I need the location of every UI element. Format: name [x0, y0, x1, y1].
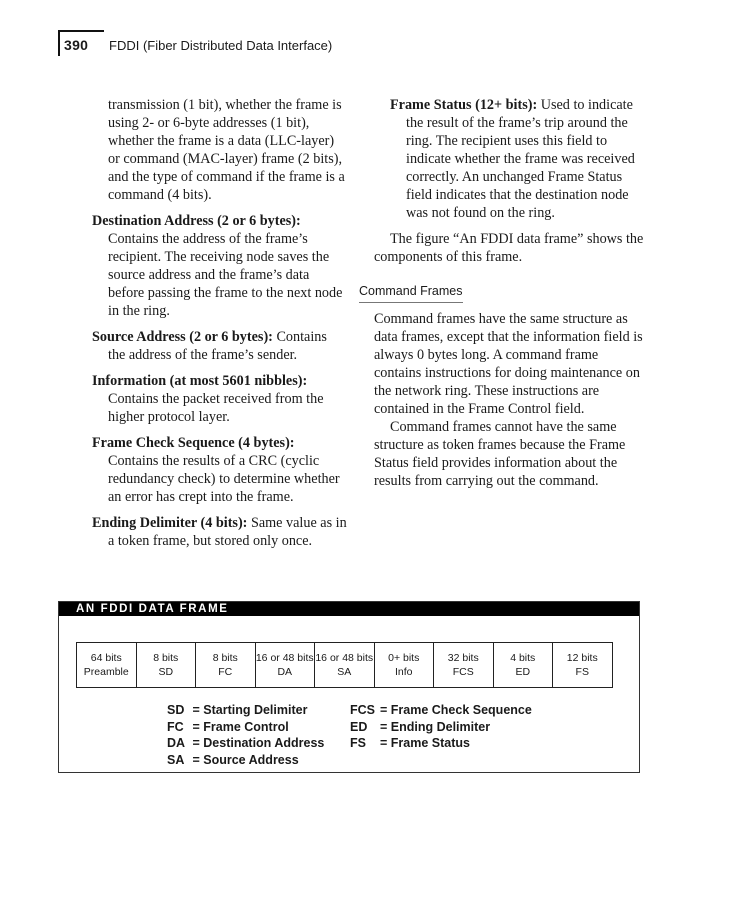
field-cell	[136, 643, 196, 688]
entry-information	[92, 372, 347, 426]
legend-abbr: SD	[167, 703, 185, 717]
field-cell	[374, 643, 434, 688]
field-cell	[315, 643, 375, 688]
legend-column-left	[167, 702, 324, 768]
entry-text: Contains the address of the frame’s recipient. The receiving node saves the source address and the frame’s data before passing the frame to the next node in the ring.	[108, 231, 343, 319]
right-column	[359, 96, 644, 490]
frame-fields-table	[76, 642, 613, 688]
section-heading: Command Frames	[359, 282, 463, 303]
legend-meaning: = Starting Delimiter	[192, 703, 308, 717]
legend-item	[350, 719, 532, 736]
entry-destination-address	[92, 212, 347, 320]
field-size: 4 bits	[510, 652, 536, 664]
legend-abbr: SA	[167, 752, 185, 767]
legend-item	[167, 702, 324, 719]
field-cell	[196, 643, 256, 688]
legend-abbr: FS	[350, 736, 366, 750]
legend-meaning: = Source Address	[192, 752, 299, 767]
entry-term: Information (at most 5601 nibbles):	[92, 373, 308, 389]
field-label: ED	[515, 666, 531, 678]
field-label: SD	[158, 666, 174, 678]
figure-reference-paragraph: The figure “An FDDI data frame” shows the components of this frame.	[374, 231, 644, 265]
field-cell	[77, 643, 137, 688]
field-label: SA	[337, 666, 352, 678]
figure-title-bar	[59, 602, 639, 616]
page-number: 390	[64, 37, 89, 53]
running-head: FDDI (Fiber Distributed Data Interface)	[109, 38, 333, 53]
entry-term: Destination Address (2 or 6 bytes):	[92, 213, 301, 229]
body-paragraph: Command frames cannot have the same structure as token frames because the Frame Status field provides information about the results from carrying out the command.	[374, 419, 626, 489]
legend-abbr: FC	[167, 719, 184, 734]
legend-abbr: ED	[350, 719, 368, 734]
figure-legend	[167, 702, 587, 772]
legend-abbr: DA	[167, 736, 186, 750]
entry-text: Used to indicate the result of the frame’s trip around the ring. The recipient uses this field to indicate whether the frame was received correctly. An unchanged Frame Status field indicates that the destination node was not found on the ring.	[406, 97, 635, 221]
legend-meaning: = Frame Control	[192, 719, 289, 734]
body-paragraph: Command frames have the same structure as data frames, except that the information field is always 0 bytes long. A command frame contains instructions for doing maintenance on the network ring. These instructions are contained in the Frame Control field.	[374, 311, 643, 417]
header-rule-vertical	[58, 30, 60, 56]
field-cell	[493, 643, 553, 688]
entry-frame-status	[390, 96, 644, 222]
figure-title: AN FDDI DATA FRAME	[76, 603, 229, 615]
legend-meaning: = Ending Delimiter	[380, 719, 491, 734]
field-size: 16 or 48 bits	[255, 652, 314, 664]
entry-term: Ending Delimiter (4 bits):	[92, 515, 248, 531]
legend-meaning: = Frame Status	[380, 736, 470, 750]
legend-item	[167, 752, 324, 769]
field-cell	[255, 643, 315, 688]
legend-meaning: = Frame Check Sequence	[380, 703, 532, 717]
entry-term: Frame Status (12+ bits):	[390, 97, 538, 113]
continuation-paragraph: transmission (1 bit), whether the frame is using 2- or 6-byte addresses (1 bit), whether the frame is a data (LLC-layer) or command (MAC-layer) frame (2 bits), and the type of command if the frame is a command (4 bits).	[108, 97, 345, 203]
legend-item	[167, 719, 324, 736]
field-label: DA	[277, 666, 293, 678]
field-label: Info	[394, 666, 413, 678]
legend-item	[350, 735, 532, 752]
legend-item	[167, 735, 324, 752]
entry-frame-check-sequence	[92, 434, 347, 506]
field-cell	[434, 643, 494, 688]
field-label: FS	[575, 666, 589, 678]
entry-text: Same value as in a token frame, but stored only once.	[108, 515, 347, 549]
entry-term: Frame Check Sequence (4 bytes):	[92, 435, 295, 451]
figure-frame-diagram	[58, 601, 640, 773]
table-row	[77, 643, 613, 688]
field-size: 8 bits	[212, 652, 238, 664]
entry-term: Source Address (2 or 6 bytes):	[92, 329, 273, 345]
field-size: 8 bits	[153, 652, 179, 664]
entry-source-address	[92, 328, 347, 364]
entry-text: Contains the address of the frame’s sender.	[108, 329, 327, 363]
legend-meaning: = Destination Address	[192, 736, 325, 750]
field-size: 0+ bits	[388, 652, 420, 664]
field-cell	[553, 643, 613, 688]
field-label: FC	[218, 666, 233, 678]
header-rule-horizontal	[58, 30, 104, 32]
field-label: FCS	[452, 666, 474, 678]
field-size: 64 bits	[90, 652, 122, 664]
legend-abbr: FCS	[350, 703, 375, 717]
field-size: 16 or 48 bits	[315, 652, 374, 664]
field-size: 12 bits	[566, 652, 598, 664]
field-size: 32 bits	[447, 652, 479, 664]
entry-ending-delimiter	[92, 514, 347, 550]
legend-column-right	[350, 702, 532, 752]
entry-text: Contains the results of a CRC (cyclic redundancy check) to determine whether an error has crept into the frame.	[108, 453, 340, 505]
field-label: Preamble	[83, 666, 129, 678]
legend-item	[350, 702, 532, 719]
entry-text: Contains the packet received from the higher protocol layer.	[108, 391, 324, 425]
left-column	[92, 96, 347, 550]
